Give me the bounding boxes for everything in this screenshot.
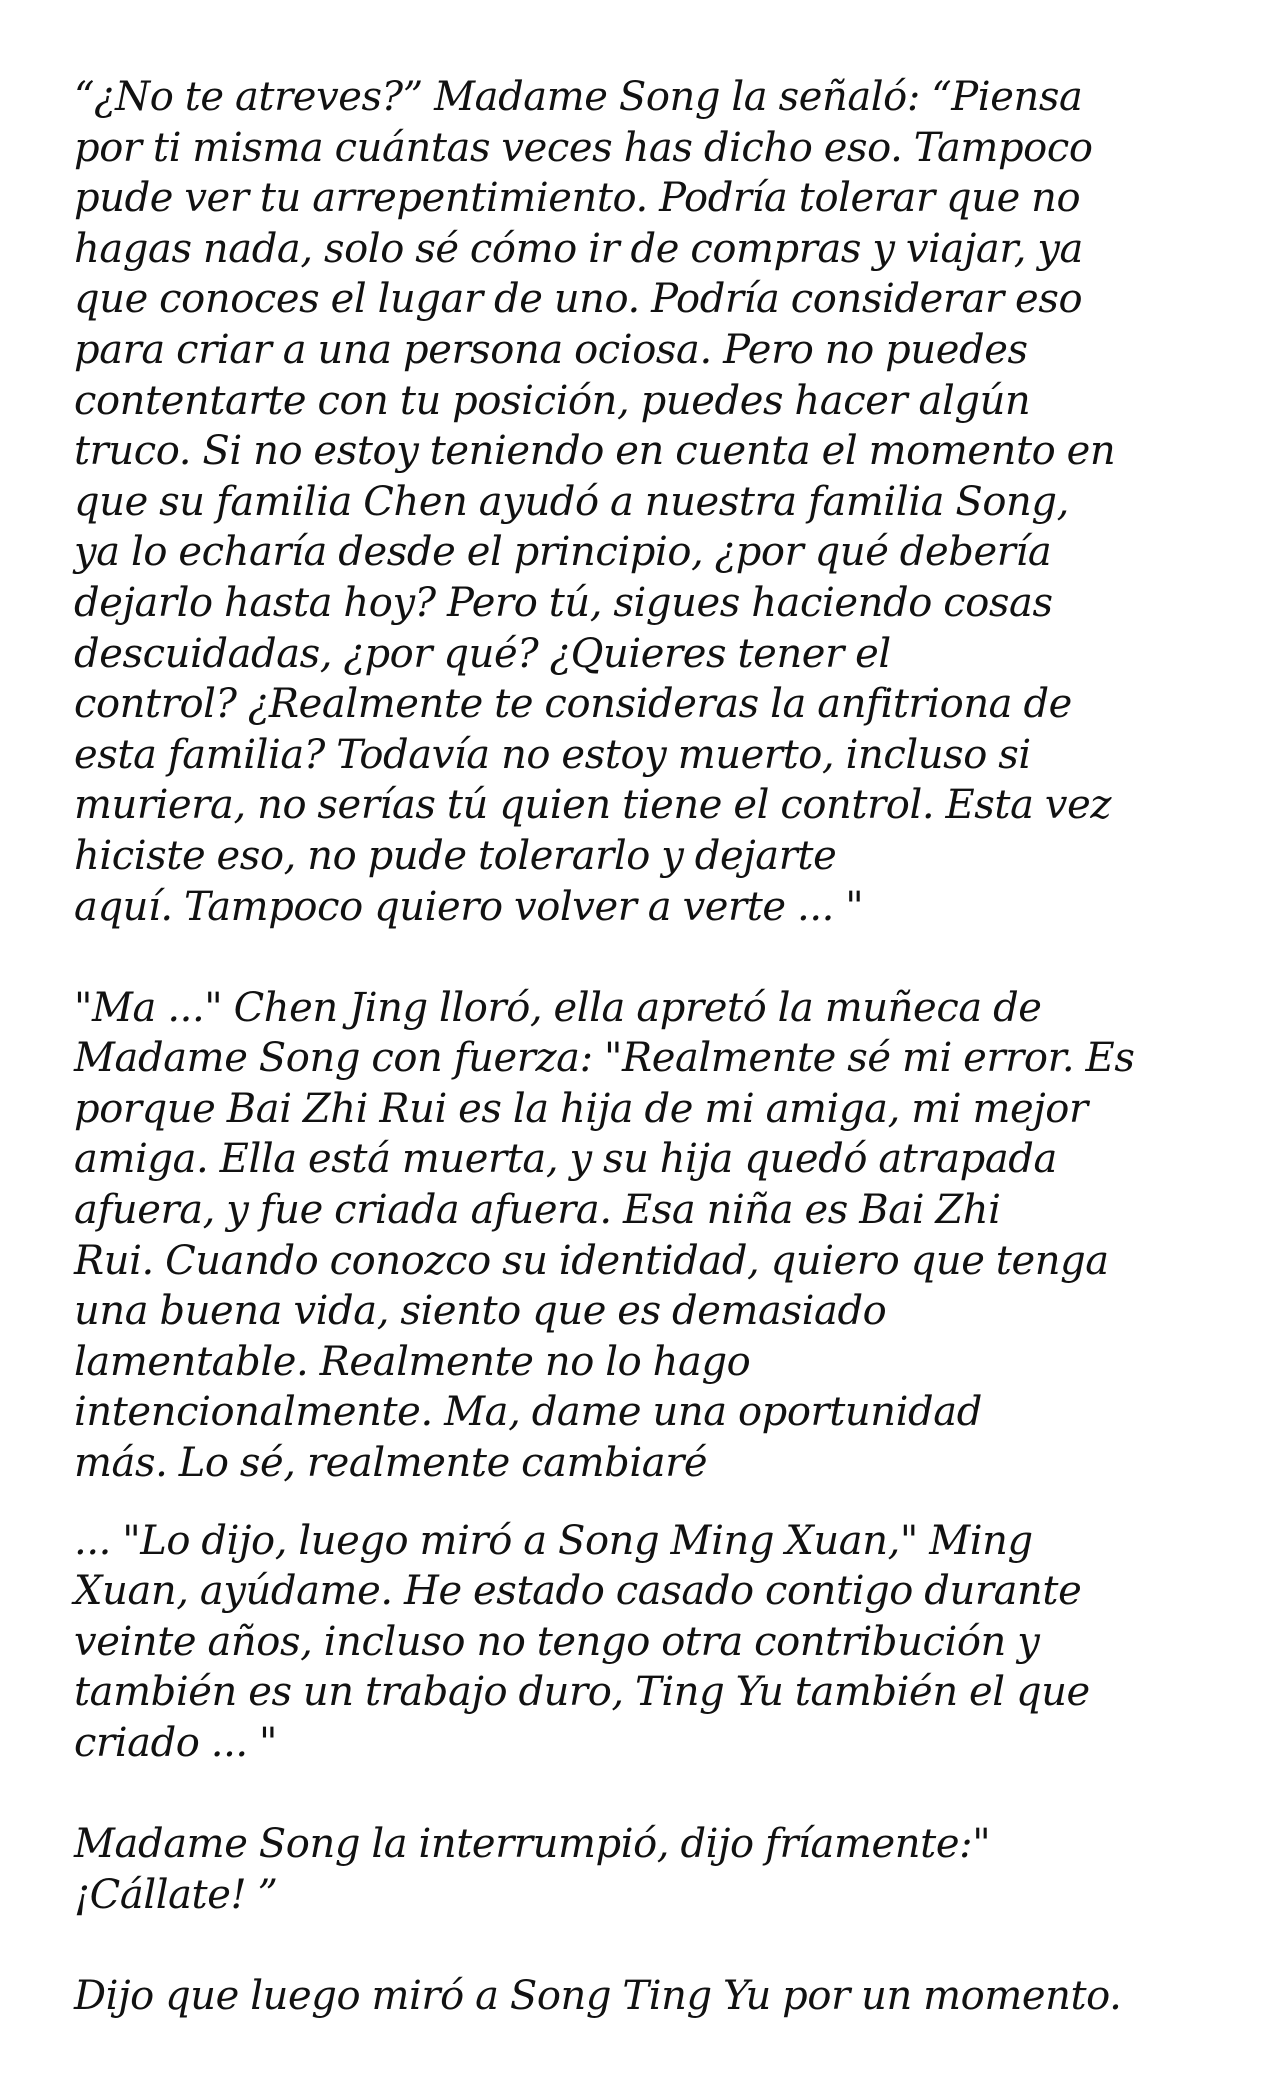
text-line: descuidadas, ¿por qué? ¿Quieres tener el [74,630,891,677]
text-line: también es un trabajo duro, Ting Yu también el que [74,1669,1090,1716]
paragraph-4 [74,1819,1214,1920]
text-line: que su familia Chen ayudó a nuestra familia Song, [74,478,1069,525]
text-line: lamentable. Realmente no lo hago [74,1338,751,1385]
text-line: hiciste eso, no pude tolerarlo y dejarte [74,832,837,879]
text-line: Xuan, ayúdame. He estado casado contigo durante [74,1568,1082,1615]
paragraph-3 [74,1516,1214,1769]
text-line: porque Bai Zhi Rui es la hija de mi amiga, mi mejor [74,1085,1088,1132]
paragraph-spacer [74,1489,1214,1516]
text-line: Madame Song con fuerza: "Realmente sé mi error. Es [74,1035,1135,1082]
paragraph-spacer [74,1769,1214,1820]
text-line: pude ver tu arrepentimiento. Podría tolerar que no [74,175,1081,222]
paragraph-spacer [74,1920,1214,1971]
text-line: esta familia? Todavía no estoy muerto, incluso si [74,731,1031,778]
text-line: por ti misma cuántas veces has dicho eso. Tampoco [74,124,1093,171]
paragraph-1 [74,72,1214,932]
text-line: que conoces el lugar de uno. Podría considerar eso [74,276,1083,323]
paragraph-2 [74,983,1214,1489]
text-line: truco. Si no estoy teniendo en cuenta el momento en [74,428,1116,475]
paragraph-spacer [74,932,1214,983]
text-line: “¿No te atreves?” Madame Song la señaló: “Piensa [74,74,1083,120]
text-line: ... "Lo dijo, luego miró a Song Ming Xuan," Ming [74,1517,1033,1564]
text-line: ya lo echaría desde el principio, ¿por qué debería [74,529,1052,576]
text-line: para criar a una persona ociosa. Pero no puedes [74,326,1028,373]
text-line: ¡Cállate! ” [74,1871,278,1918]
text-line: "Ma ..." Chen Jing lloró, ella apretó la muñeca de [74,984,1042,1031]
text-line: más. Lo sé, realmente cambiaré [74,1440,708,1487]
paragraph-5 [74,1971,1214,2022]
text-line: intencionalmente. Ma, dame una oportunidad [74,1389,982,1436]
text-line: Dijo que luego miró a Song Ting Yu por un momento. [74,1972,1122,2019]
text-line: criado ... " [74,1720,278,1766]
text-line: una buena vida, siento que es demasiado [74,1288,887,1335]
text-line: hagas nada, solo sé cómo ir de compras y viajar, ya [74,225,1083,272]
text-line: control? ¿Realmente te consideras la anfitriona de [74,681,1072,728]
text-line: dejarlo hasta hoy? Pero tú, sigues haciendo cosas [74,579,1053,626]
text-line: afuera, y fue criada afuera. Esa niña es Bai Zhi [74,1187,1001,1234]
text-line: aquí. Tampoco quiero volver a verte ... " [74,883,864,930]
text-line: veinte años, incluso no tengo otra contribución y [74,1618,1040,1665]
text-line: contentarte con tu posición, puedes hacer algún [74,377,1031,424]
document-page [74,72,1214,2022]
text-line: muriera, no serías tú quien tiene el control. Esta vez [74,782,1112,829]
text-line: Madame Song la interrumpió, dijo fríamente:" [74,1821,991,1868]
text-line: Rui. Cuando conozco su identidad, quiero que tenga [74,1237,1109,1284]
text-line: amiga. Ella está muerta, y su hija quedó atrapada [74,1136,1057,1183]
